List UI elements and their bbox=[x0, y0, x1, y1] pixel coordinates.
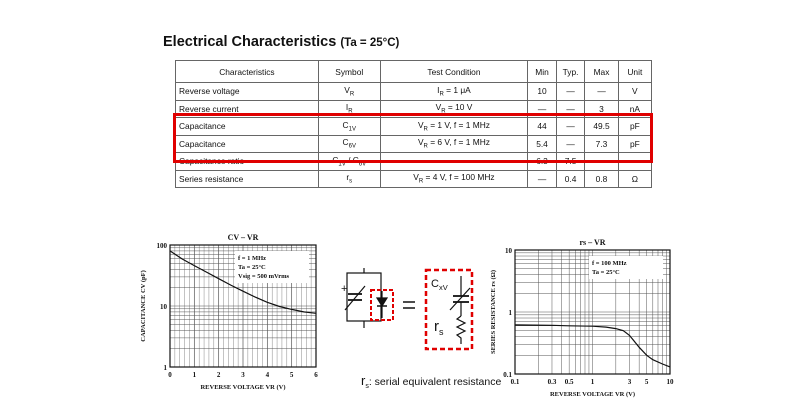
x-tick-label: 10 bbox=[666, 378, 674, 386]
table-cell-symbol: $C_{6V}$ bbox=[318, 135, 380, 153]
equivalent-circuit-diagram bbox=[341, 268, 472, 349]
varicap-arrow bbox=[345, 286, 365, 310]
title-condition: (Ta = 25°C) bbox=[340, 37, 400, 49]
table-cell-symbol: $V_R$ bbox=[318, 83, 380, 101]
x-tick-label: 4 bbox=[265, 371, 270, 379]
table-cell-min: — bbox=[528, 170, 557, 188]
diode-icon bbox=[377, 298, 387, 306]
table-cell-symbol: $r_s$ bbox=[318, 170, 380, 188]
table-cell-max: 3 bbox=[585, 100, 618, 118]
x-tick-label: 3 bbox=[627, 378, 632, 386]
table-cell-typ: 7.5 bbox=[556, 153, 585, 171]
table-cell-characteristics: Capacitance bbox=[176, 135, 319, 153]
table-cell-characteristics: Series resistance bbox=[176, 170, 319, 188]
x-tick-label: 3 bbox=[241, 371, 245, 379]
table-cell-min: 44 bbox=[528, 118, 557, 136]
y-tick-label: 1 bbox=[163, 364, 167, 372]
chart-title: rs – VR bbox=[579, 238, 606, 247]
table-cell-max: — bbox=[585, 83, 618, 101]
table-cell-symbol: $I_R$ bbox=[318, 100, 380, 118]
annotation-text: Ta = 25°C bbox=[238, 264, 266, 271]
y-tick-label: 10 bbox=[160, 303, 167, 311]
cap-label bbox=[431, 278, 448, 292]
table-cell-condition: $I_R = 1$ μA bbox=[380, 83, 528, 101]
y-tick-label: 1 bbox=[508, 309, 512, 317]
y-tick-label: 0.1 bbox=[503, 371, 512, 379]
table-cell-min: 10 bbox=[528, 83, 557, 101]
rs-note bbox=[361, 373, 501, 390]
table-cell-condition: $V_R = 6$ V, f = 1 MHz bbox=[380, 135, 528, 153]
cap-arrow bbox=[450, 288, 470, 310]
resistor-zigzag-icon bbox=[457, 316, 465, 344]
chart-title: CV – VR bbox=[227, 233, 259, 242]
annotation-text: Ta = 25°C bbox=[592, 269, 620, 276]
cv-vr-chart bbox=[140, 233, 318, 391]
cap-label-sub: xV bbox=[438, 283, 448, 293]
res-label-letter: r bbox=[434, 318, 439, 335]
table-cell-min: 6.3 bbox=[528, 153, 557, 171]
header-test-condition: Test Condition bbox=[380, 61, 528, 83]
x-tick-label: 0.1 bbox=[510, 378, 520, 386]
x-tick-label: 0.5 bbox=[564, 378, 574, 386]
res-label-sub: s bbox=[439, 327, 444, 337]
header-min: Min bbox=[528, 61, 557, 83]
x-axis-label: REVERSE VOLTAGE VR (V) bbox=[549, 391, 636, 398]
table-cell-characteristics: Reverse voltage bbox=[176, 83, 319, 101]
table-cell-typ: — bbox=[556, 135, 585, 153]
table-cell-characteristics: Capacitance bbox=[176, 118, 319, 136]
table-cell-unit: Ω bbox=[618, 170, 651, 188]
annotation-text: Vsig = 500 mVrms bbox=[238, 273, 290, 280]
y-axis-label: CAPACITANCE CV (pF) bbox=[140, 270, 147, 342]
x-tick-label: 5 bbox=[289, 371, 294, 379]
table-cell-typ: — bbox=[556, 83, 585, 101]
x-tick-label: 0.3 bbox=[547, 378, 557, 386]
table-cell-typ: — bbox=[556, 118, 585, 136]
table-cell-condition: $V_R = 1$ V, f = 1 MHz bbox=[380, 118, 528, 136]
note-sub: s bbox=[365, 383, 369, 391]
cap-label-letter: C bbox=[431, 278, 439, 290]
header-typ: Typ. bbox=[556, 61, 585, 83]
table-cell-typ: — bbox=[556, 100, 585, 118]
table-cell-max: 49.5 bbox=[585, 118, 618, 136]
table-cell-condition: $V_R = 4$ V, f = 100 MHz bbox=[380, 170, 528, 188]
header-characteristics: Characteristics bbox=[176, 61, 319, 83]
table-cell-unit: pF bbox=[618, 118, 651, 136]
table-cell-condition: — bbox=[380, 153, 528, 171]
table-cell-unit: pF bbox=[618, 135, 651, 153]
y-tick-label: 10 bbox=[505, 247, 512, 255]
header-max: Max bbox=[585, 61, 618, 83]
y-tick-label: 100 bbox=[156, 242, 167, 250]
x-tick-label: 1 bbox=[192, 371, 197, 379]
x-tick-label: 0 bbox=[168, 371, 172, 379]
table-cell-max: — bbox=[585, 153, 618, 171]
table-cell-max: 0.8 bbox=[585, 170, 618, 188]
table-cell-min: 5.4 bbox=[528, 135, 557, 153]
table-cell-symbol: $C_{1V}$ bbox=[318, 118, 380, 136]
header-unit: Unit bbox=[618, 61, 651, 83]
x-tick-label: 5 bbox=[644, 378, 649, 386]
table-cell-characteristics: Reverse current bbox=[176, 100, 319, 118]
diode-housing bbox=[347, 273, 381, 321]
title-main: Electrical Characteristics bbox=[163, 34, 337, 50]
y-axis-label: SERIES RESISTANCE rs (Ω) bbox=[490, 269, 497, 355]
table-cell-characteristics: Capacitance ratio bbox=[176, 153, 319, 171]
res-label bbox=[434, 318, 444, 337]
table-cell-condition: $V_R = 10$ V bbox=[380, 100, 528, 118]
header-symbol: Symbol bbox=[318, 61, 380, 83]
rs-vr-chart bbox=[490, 238, 674, 398]
x-tick-label: 1 bbox=[590, 378, 595, 386]
x-tick-label: 6 bbox=[314, 371, 318, 379]
table-cell-min: — bbox=[528, 100, 557, 118]
table-cell-symbol: $C_{1V} / C_{6V}$ bbox=[318, 153, 380, 171]
table-cell-unit: V bbox=[618, 83, 651, 101]
table-cell-typ: 0.4 bbox=[556, 170, 585, 188]
table-cell-unit: nA bbox=[618, 100, 651, 118]
plus-sign: + bbox=[341, 283, 348, 295]
note-symbol: r bbox=[361, 373, 366, 388]
annotation-text: f = 100 MHz bbox=[592, 260, 627, 267]
x-tick-label: 2 bbox=[216, 371, 221, 379]
table-cell-max: 7.3 bbox=[585, 135, 618, 153]
note-text: : serial equivalent resistance bbox=[368, 376, 502, 388]
annotation-text: f = 1 MHz bbox=[238, 255, 267, 262]
x-axis-label: REVERSE VOLTAGE VR (V) bbox=[200, 384, 286, 391]
